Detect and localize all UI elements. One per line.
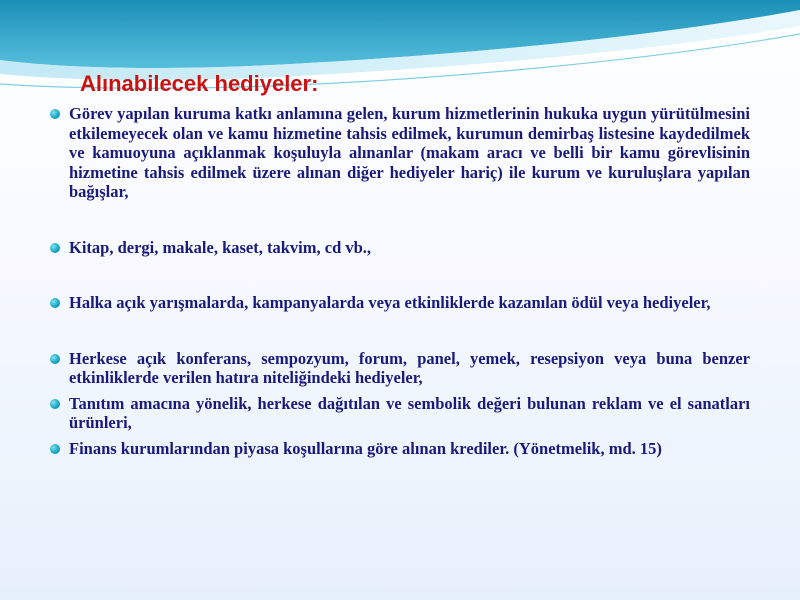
list-item (48, 394, 750, 433)
bullet-icon (50, 298, 60, 308)
list-item (48, 104, 750, 202)
list-item-text: Halka açık yarışmalarda, kampanyalarda veya etkinliklerde kazanılan ödül veya hediyeler, (69, 293, 711, 312)
bullet-icon (50, 109, 60, 119)
slide-title: Alınabilecek hediyeler: (80, 71, 319, 96)
list-item-text: Finans kurumlarından piyasa koşullarına göre alınan krediler. (Yönetmelik, md. 15) (69, 438, 662, 458)
list-item-text: Kitap, dergi, makale, kaset, takvim, cd vb., (69, 237, 372, 257)
list-item (48, 293, 750, 313)
list-item-text: Herkese açık konferans, sempozyum, forum, panel, yemek, resepsiyon veya buna benzer etkinliklerde verilen hatıra niteliğindeki hediyeler, (69, 348, 750, 387)
list-item-text: Tanıtım amacına yönelik, herkese dağıtılan ve sembolik değeri bulunan reklam ve el sanatları ürünleri, (69, 393, 750, 432)
list-item (48, 439, 750, 459)
bullet-icon (50, 399, 60, 409)
bullet-icon (50, 243, 60, 253)
list-item-text: Görev yapılan kuruma katkı anlamına gelen, kurum hizmetlerinin hukuka uygun yürütülmesini etkilemeyecek olan ve kamu hizmetine tahsis edilmek, kurumun demirbaş listesine kaydedilmek ve kamuoyuna açıklanmak koşuluyla alınanlar (makam aracı ve belli bir kamu görevlisinin hizmetine tahsis edilmek üzere alınan diğer hediyeler hariç) ile kurum ve kuruluşlara yapılan bağışlar, (69, 104, 750, 201)
bullet-icon (50, 444, 60, 454)
bullet-list (48, 104, 750, 458)
list-item (48, 238, 750, 258)
bullet-icon (50, 354, 60, 364)
list-item (48, 349, 750, 388)
